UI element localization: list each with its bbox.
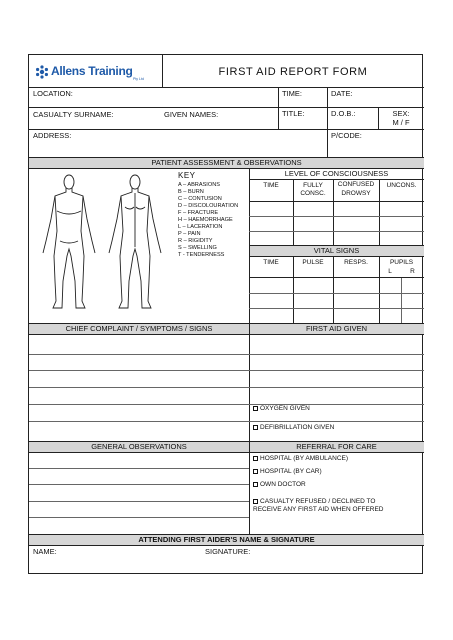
attending-signature-field[interactable]: SIGNATURE: xyxy=(205,547,251,556)
consc-col-time: TIME xyxy=(263,182,279,189)
complaint-heading: CHIEF COMPLAINT / SYMPTOMS / SIGNS xyxy=(65,324,213,333)
vitals-heading: VITAL SIGNS xyxy=(313,246,360,255)
vitals-col-resps: RESPS. xyxy=(344,259,368,266)
date-field[interactable]: DATE: xyxy=(331,89,353,98)
consciousness-heading: LEVEL OF CONSCIOUSNESS xyxy=(284,169,389,178)
refused-option[interactable] xyxy=(253,498,403,514)
key-item: F – FRACTURE xyxy=(178,210,219,216)
attending-name-field[interactable]: NAME: xyxy=(33,547,57,556)
key-item: L – LACERATION xyxy=(178,224,223,230)
key-item: A – ABRASIONS xyxy=(178,182,220,188)
consc-col-drowsy: DROWSY xyxy=(341,190,371,197)
referral-option-ambulance[interactable] xyxy=(253,455,348,463)
key-item: P – PAIN xyxy=(178,231,201,237)
first-aid-heading: FIRST AID GIVEN xyxy=(305,324,368,333)
key-item: D – DISCOLOURATION xyxy=(178,203,239,209)
surname-field[interactable]: CASUALTY SURNAME: xyxy=(33,110,114,119)
key-item: H – HAEMORRHAGE xyxy=(178,217,233,223)
assessment-heading: PATIENT ASSESSMENT & OBSERVATIONS xyxy=(151,158,302,167)
referral-option-car[interactable] xyxy=(253,468,322,476)
oxygen-option[interactable] xyxy=(253,405,310,413)
key-item: S – SWELLING xyxy=(178,245,217,251)
body-diagram xyxy=(35,171,175,321)
referral-option-doctor[interactable] xyxy=(253,481,306,489)
vitals-col-pupil-l: L xyxy=(388,268,392,275)
sex-field[interactable]: SEX: xyxy=(392,109,410,118)
logo-star-icon xyxy=(35,65,49,79)
ambulance-checkbox[interactable] xyxy=(253,456,258,461)
oxygen-checkbox[interactable] xyxy=(253,406,258,411)
address-field[interactable]: ADDRESS: xyxy=(33,131,72,140)
consc-col-fully-2: CONSC. xyxy=(300,190,326,197)
form-title: FIRST AID REPORT FORM xyxy=(218,66,368,78)
company-logo xyxy=(35,64,155,82)
vitals-col-pupil-r: R xyxy=(410,268,415,275)
doctor-checkbox[interactable] xyxy=(253,482,258,487)
refused-label: CASUALTY REFUSED / DECLINED TO RECEIVE ANY FIRST AID WHEN OFFERED xyxy=(253,498,384,513)
attending-heading: ATTENDING FIRST AIDER'S NAME & SIGNATURE xyxy=(138,535,315,544)
key-title: KEY xyxy=(178,171,196,180)
refused-checkbox[interactable] xyxy=(253,499,258,504)
vitals-col-time: TIME xyxy=(263,259,279,266)
consc-col-uncons: UNCONS. xyxy=(386,182,417,189)
vitals-col-pupils: PUPILS xyxy=(389,259,414,266)
first-aid-report-form xyxy=(28,54,423,574)
defib-label: DEFIBRILLATION GIVEN xyxy=(260,424,335,431)
consc-col-confused: CONFUSED xyxy=(337,181,375,188)
sex-options[interactable]: M / F xyxy=(392,118,410,127)
defib-checkbox[interactable] xyxy=(253,425,258,430)
key-item: R – RIGIDITY xyxy=(178,238,213,244)
vitals-col-pulse: PULSE xyxy=(302,259,324,266)
car-label: HOSPITAL (BY CAR) xyxy=(260,468,322,475)
logo-name: Allens Training xyxy=(51,64,133,78)
logo-suffix: Pty Ltd xyxy=(133,77,144,81)
consc-col-fully: FULLY xyxy=(303,182,323,189)
car-checkbox[interactable] xyxy=(253,469,258,474)
key-item: B – BURN xyxy=(178,189,204,195)
location-field[interactable]: LOCATION: xyxy=(33,89,73,98)
defib-option[interactable] xyxy=(253,424,334,432)
time-field[interactable]: TIME: xyxy=(282,89,302,98)
doctor-label: OWN DOCTOR xyxy=(260,481,306,488)
postcode-field[interactable]: P/CODE: xyxy=(331,131,362,140)
general-heading: GENERAL OBSERVATIONS xyxy=(91,442,187,451)
dob-field[interactable]: D.O.B.: xyxy=(331,109,356,118)
referral-heading: REFERRAL FOR CARE xyxy=(296,442,377,451)
title-field[interactable]: TITLE: xyxy=(282,109,305,118)
given-names-field[interactable]: GIVEN NAMES: xyxy=(164,110,219,119)
key-item: C – CONTUSION xyxy=(178,196,222,202)
ambulance-label: HOSPITAL (BY AMBULANCE) xyxy=(260,455,349,462)
key-item: T - TENDERNESS xyxy=(178,252,225,258)
oxygen-label: OXYGEN GIVEN xyxy=(260,405,310,412)
